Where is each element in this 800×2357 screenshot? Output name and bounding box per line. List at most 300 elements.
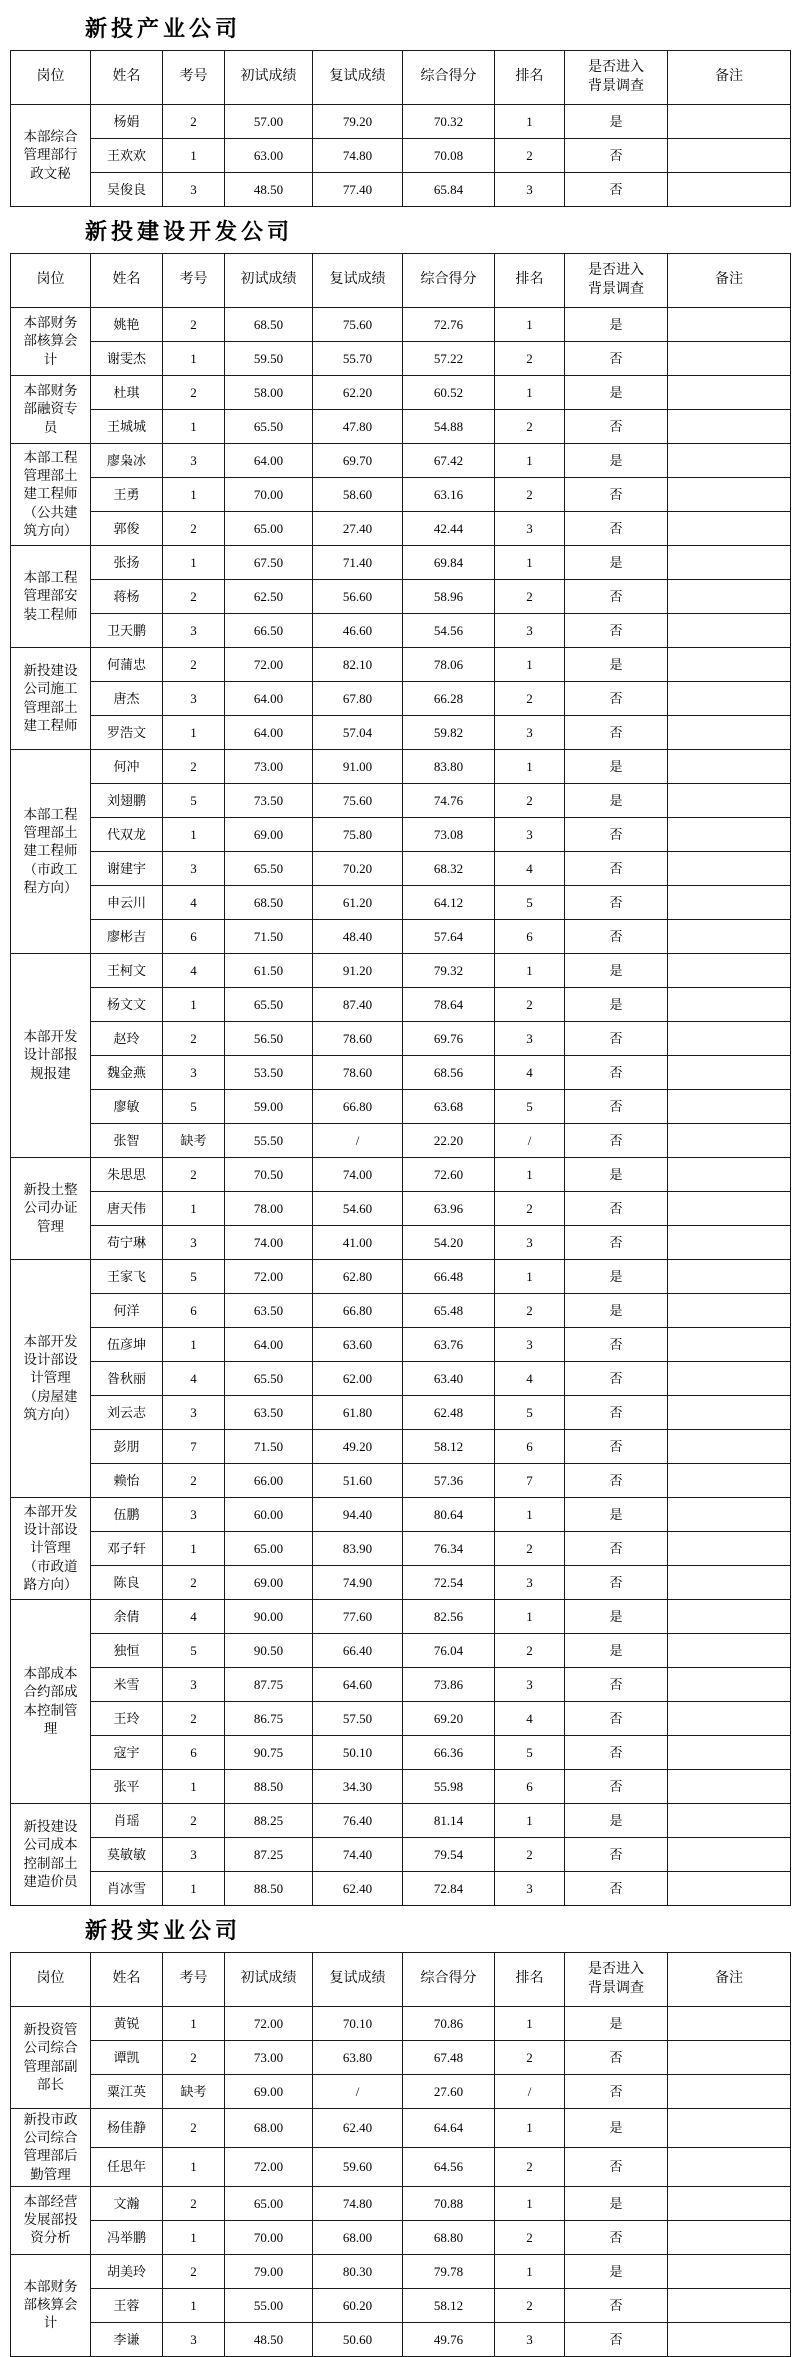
composite-score-cell: 70.08 bbox=[403, 139, 495, 173]
composite-score-cell: 76.04 bbox=[403, 1634, 495, 1668]
background-check-cell: 是 bbox=[565, 750, 668, 784]
rank-cell: 1 bbox=[495, 2254, 565, 2288]
candidate-row bbox=[11, 2220, 791, 2254]
remark-cell bbox=[668, 2288, 791, 2322]
candidate-row bbox=[11, 1226, 791, 1260]
exam-number-cell: 2 bbox=[163, 1804, 225, 1838]
column-header: 复试成绩 bbox=[313, 254, 403, 308]
initial-score-cell: 67.50 bbox=[225, 546, 313, 580]
rank-cell: 2 bbox=[495, 988, 565, 1022]
composite-score-cell: 63.16 bbox=[403, 478, 495, 512]
rank-cell: 2 bbox=[495, 139, 565, 173]
initial-score-cell: 64.00 bbox=[225, 1328, 313, 1362]
candidate-row bbox=[11, 342, 791, 376]
name-cell: 杨佳静 bbox=[91, 2109, 163, 2148]
composite-score-cell: 58.12 bbox=[403, 2288, 495, 2322]
exam-number-cell: 3 bbox=[163, 1498, 225, 1532]
retest-score-cell: 55.70 bbox=[313, 342, 403, 376]
exam-number-cell: 5 bbox=[163, 784, 225, 818]
initial-score-cell: 73.50 bbox=[225, 784, 313, 818]
remark-cell bbox=[668, 1600, 791, 1634]
remark-cell bbox=[668, 614, 791, 648]
composite-score-cell: 82.56 bbox=[403, 1600, 495, 1634]
remark-cell bbox=[668, 173, 791, 207]
section-title-industry: 新投产业公司 bbox=[85, 16, 242, 41]
rank-cell: 1 bbox=[495, 750, 565, 784]
name-cell: 谭凯 bbox=[91, 2041, 163, 2075]
exam-number-cell: 1 bbox=[163, 1532, 225, 1566]
exam-number-cell: 2 bbox=[163, 1566, 225, 1600]
candidate-row bbox=[11, 1872, 791, 1906]
exam-number-cell: 1 bbox=[163, 546, 225, 580]
remark-cell bbox=[668, 886, 791, 920]
candidate-row bbox=[11, 376, 791, 410]
remark-cell bbox=[668, 1430, 791, 1464]
name-cell: 莫敏敏 bbox=[91, 1838, 163, 1872]
retest-score-cell: / bbox=[313, 2075, 403, 2109]
composite-score-cell: 54.88 bbox=[403, 410, 495, 444]
rank-cell: 4 bbox=[495, 852, 565, 886]
composite-score-cell: 27.60 bbox=[403, 2075, 495, 2109]
initial-score-cell: 59.00 bbox=[225, 1090, 313, 1124]
column-header: 初试成绩 bbox=[225, 51, 313, 105]
composite-score-cell: 72.76 bbox=[403, 308, 495, 342]
name-cell: 朱思思 bbox=[91, 1158, 163, 1192]
candidate-row bbox=[11, 1124, 791, 1158]
exam-number-cell: 4 bbox=[163, 886, 225, 920]
composite-score-cell: 63.76 bbox=[403, 1328, 495, 1362]
column-header: 排名 bbox=[495, 51, 565, 105]
retest-score-cell: 51.60 bbox=[313, 1464, 403, 1498]
exam-number-cell: 7 bbox=[163, 1430, 225, 1464]
exam-number-cell: 2 bbox=[163, 512, 225, 546]
position-cell: 新投市政公司综合管理部后勤管理 bbox=[11, 2109, 91, 2187]
exam-number-cell: 2 bbox=[163, 750, 225, 784]
background-check-cell: 否 bbox=[565, 1056, 668, 1090]
candidate-row bbox=[11, 1362, 791, 1396]
composite-score-cell: 66.36 bbox=[403, 1736, 495, 1770]
composite-score-cell: 72.84 bbox=[403, 1872, 495, 1906]
header-row bbox=[11, 254, 791, 308]
background-check-cell: 否 bbox=[565, 1872, 668, 1906]
composite-score-cell: 63.96 bbox=[403, 1192, 495, 1226]
rank-cell: 5 bbox=[495, 1396, 565, 1430]
position-cell: 本部工程管理部土建工程师（市政工程方向） bbox=[11, 750, 91, 954]
exam-number-cell: 4 bbox=[163, 954, 225, 988]
background-check-cell: 是 bbox=[565, 1294, 668, 1328]
candidate-row bbox=[11, 173, 791, 207]
remark-cell bbox=[668, 1566, 791, 1600]
remark-cell bbox=[668, 2147, 791, 2186]
background-check-cell: 否 bbox=[565, 1022, 668, 1056]
background-check-cell: 是 bbox=[565, 1804, 668, 1838]
remark-cell bbox=[668, 2186, 791, 2220]
rank-cell: 2 bbox=[495, 682, 565, 716]
remark-cell bbox=[668, 1192, 791, 1226]
column-header: 复试成绩 bbox=[313, 51, 403, 105]
background-check-cell: 是 bbox=[565, 1634, 668, 1668]
remark-cell bbox=[668, 2322, 791, 2356]
remark-cell bbox=[668, 580, 791, 614]
composite-score-cell: 69.84 bbox=[403, 546, 495, 580]
column-header: 初试成绩 bbox=[225, 254, 313, 308]
retest-score-cell: 78.60 bbox=[313, 1022, 403, 1056]
background-check-cell: 否 bbox=[565, 1226, 668, 1260]
retest-score-cell: 41.00 bbox=[313, 1226, 403, 1260]
rank-cell: 2 bbox=[495, 410, 565, 444]
initial-score-cell: 78.00 bbox=[225, 1192, 313, 1226]
name-cell: 何洋 bbox=[91, 1294, 163, 1328]
initial-score-cell: 73.00 bbox=[225, 2041, 313, 2075]
remark-cell bbox=[668, 716, 791, 750]
background-check-cell: 否 bbox=[565, 1770, 668, 1804]
remark-cell bbox=[668, 1872, 791, 1906]
candidate-row bbox=[11, 410, 791, 444]
name-cell: 王家飞 bbox=[91, 1260, 163, 1294]
composite-score-cell: 58.12 bbox=[403, 1430, 495, 1464]
background-check-cell: 否 bbox=[565, 1838, 668, 1872]
composite-score-cell: 72.54 bbox=[403, 1566, 495, 1600]
remark-cell bbox=[668, 1804, 791, 1838]
remark-cell bbox=[668, 1532, 791, 1566]
initial-score-cell: 73.00 bbox=[225, 750, 313, 784]
remark-cell bbox=[668, 1328, 791, 1362]
position-cell: 新投建设公司成本控制部土建造价员 bbox=[11, 1804, 91, 1906]
position-cell: 本部工程管理部安装工程师 bbox=[11, 546, 91, 648]
composite-score-cell: 70.86 bbox=[403, 2007, 495, 2041]
name-cell: 赖怡 bbox=[91, 1464, 163, 1498]
rank-cell: 3 bbox=[495, 818, 565, 852]
background-check-cell: 是 bbox=[565, 954, 668, 988]
exam-number-cell: 3 bbox=[163, 1226, 225, 1260]
remark-cell bbox=[668, 1124, 791, 1158]
candidate-row bbox=[11, 818, 791, 852]
retest-score-cell: 75.60 bbox=[313, 784, 403, 818]
initial-score-cell: 65.00 bbox=[225, 512, 313, 546]
remark-cell bbox=[668, 1634, 791, 1668]
background-check-cell: 是 bbox=[565, 2007, 668, 2041]
column-header: 考号 bbox=[163, 1953, 225, 2007]
name-cell: 伍鹏 bbox=[91, 1498, 163, 1532]
score-table-shiye bbox=[10, 1952, 791, 2357]
name-cell: 谢雯杰 bbox=[91, 342, 163, 376]
candidate-row bbox=[11, 886, 791, 920]
rank-cell: 5 bbox=[495, 1736, 565, 1770]
candidate-row bbox=[11, 1158, 791, 1192]
position-cell: 本部开发设计部设计管理（市政道路方向） bbox=[11, 1498, 91, 1600]
exam-number-cell: 1 bbox=[163, 478, 225, 512]
remark-cell bbox=[668, 2109, 791, 2148]
initial-score-cell: 57.00 bbox=[225, 105, 313, 139]
name-cell: 伍彦坤 bbox=[91, 1328, 163, 1362]
rank-cell: 5 bbox=[495, 886, 565, 920]
composite-score-cell: 67.48 bbox=[403, 2041, 495, 2075]
rank-cell: 1 bbox=[495, 1158, 565, 1192]
initial-score-cell: 61.50 bbox=[225, 954, 313, 988]
remark-cell bbox=[668, 376, 791, 410]
name-cell: 王玲 bbox=[91, 1702, 163, 1736]
retest-score-cell: 62.80 bbox=[313, 1260, 403, 1294]
candidate-row bbox=[11, 2254, 791, 2288]
retest-score-cell: 34.30 bbox=[313, 1770, 403, 1804]
section-title-shiye: 新投实业公司 bbox=[85, 1918, 242, 1943]
rank-cell: 1 bbox=[495, 444, 565, 478]
background-check-cell: 否 bbox=[565, 580, 668, 614]
candidate-row bbox=[11, 1260, 791, 1294]
composite-score-cell: 80.64 bbox=[403, 1498, 495, 1532]
retest-score-cell: 62.00 bbox=[313, 1362, 403, 1396]
initial-score-cell: 88.50 bbox=[225, 1770, 313, 1804]
name-cell: 冯举鹏 bbox=[91, 2220, 163, 2254]
rank-cell: 2 bbox=[495, 2041, 565, 2075]
name-cell: 吴俊良 bbox=[91, 173, 163, 207]
retest-score-cell: 59.60 bbox=[313, 2147, 403, 2186]
background-check-cell: 否 bbox=[565, 1464, 668, 1498]
background-check-cell: 是 bbox=[565, 308, 668, 342]
initial-score-cell: 90.75 bbox=[225, 1736, 313, 1770]
name-cell: 文瀚 bbox=[91, 2186, 163, 2220]
composite-score-cell: 64.64 bbox=[403, 2109, 495, 2148]
exam-number-cell: 6 bbox=[163, 1294, 225, 1328]
exam-number-cell: 1 bbox=[163, 139, 225, 173]
name-cell: 张智 bbox=[91, 1124, 163, 1158]
candidate-row bbox=[11, 614, 791, 648]
background-check-cell: 否 bbox=[565, 1124, 668, 1158]
background-check-cell: 是 bbox=[565, 546, 668, 580]
background-check-cell: 否 bbox=[565, 614, 668, 648]
remark-cell bbox=[668, 682, 791, 716]
remark-cell bbox=[668, 139, 791, 173]
name-cell: 蒋杨 bbox=[91, 580, 163, 614]
rank-cell: 2 bbox=[495, 2288, 565, 2322]
initial-score-cell: 70.00 bbox=[225, 2220, 313, 2254]
composite-score-cell: 64.56 bbox=[403, 2147, 495, 2186]
position-cell: 本部开发设计部报规报建 bbox=[11, 954, 91, 1158]
initial-score-cell: 70.50 bbox=[225, 1158, 313, 1192]
composite-score-cell: 69.76 bbox=[403, 1022, 495, 1056]
position-cell: 本部财务部核算会计 bbox=[11, 2254, 91, 2356]
retest-score-cell: 63.60 bbox=[313, 1328, 403, 1362]
background-check-cell: 否 bbox=[565, 139, 668, 173]
name-cell: 廖彬吉 bbox=[91, 920, 163, 954]
exam-number-cell: 3 bbox=[163, 173, 225, 207]
retest-score-cell: 83.90 bbox=[313, 1532, 403, 1566]
candidate-row bbox=[11, 2186, 791, 2220]
retest-score-cell: 74.00 bbox=[313, 1158, 403, 1192]
background-check-cell: 否 bbox=[565, 682, 668, 716]
name-cell: 廖敏 bbox=[91, 1090, 163, 1124]
composite-score-cell: 42.44 bbox=[403, 512, 495, 546]
composite-score-cell: 49.76 bbox=[403, 2322, 495, 2356]
candidate-row bbox=[11, 1532, 791, 1566]
remark-cell bbox=[668, 546, 791, 580]
exam-number-cell: 6 bbox=[163, 920, 225, 954]
rank-cell: 3 bbox=[495, 512, 565, 546]
background-check-cell: 否 bbox=[565, 2147, 668, 2186]
initial-score-cell: 69.00 bbox=[225, 818, 313, 852]
retest-score-cell: 62.20 bbox=[313, 376, 403, 410]
initial-score-cell: 90.50 bbox=[225, 1634, 313, 1668]
name-cell: 王蓉 bbox=[91, 2288, 163, 2322]
name-cell: 邓子轩 bbox=[91, 1532, 163, 1566]
column-header: 是否进入背景调查 bbox=[565, 51, 668, 105]
background-check-cell: 是 bbox=[565, 2186, 668, 2220]
composite-score-cell: 63.68 bbox=[403, 1090, 495, 1124]
rank-cell: 2 bbox=[495, 342, 565, 376]
exam-number-cell: 1 bbox=[163, 410, 225, 444]
position-cell: 本部经营发展部投资分析 bbox=[11, 2186, 91, 2254]
background-check-cell: 否 bbox=[565, 2288, 668, 2322]
score-table-construction bbox=[10, 253, 791, 1906]
retest-score-cell: 75.60 bbox=[313, 308, 403, 342]
composite-score-cell: 67.42 bbox=[403, 444, 495, 478]
retest-score-cell: 57.50 bbox=[313, 1702, 403, 1736]
remark-cell bbox=[668, 1770, 791, 1804]
candidate-row bbox=[11, 750, 791, 784]
exam-number-cell: 2 bbox=[163, 1464, 225, 1498]
retest-score-cell: 60.20 bbox=[313, 2288, 403, 2322]
column-header: 姓名 bbox=[91, 51, 163, 105]
candidate-row bbox=[11, 2041, 791, 2075]
background-check-cell: 否 bbox=[565, 716, 668, 750]
position-cell: 本部工程管理部土建工程师（公共建筑方向） bbox=[11, 444, 91, 546]
candidate-row bbox=[11, 546, 791, 580]
exam-number-cell: 1 bbox=[163, 1192, 225, 1226]
background-check-cell: 否 bbox=[565, 1532, 668, 1566]
composite-score-cell: 62.48 bbox=[403, 1396, 495, 1430]
name-cell: 卫天鹏 bbox=[91, 614, 163, 648]
exam-number-cell: 1 bbox=[163, 716, 225, 750]
remark-cell bbox=[668, 444, 791, 478]
retest-score-cell: 82.10 bbox=[313, 648, 403, 682]
initial-score-cell: 56.50 bbox=[225, 1022, 313, 1056]
exam-number-cell: 3 bbox=[163, 1838, 225, 1872]
rank-cell: 1 bbox=[495, 954, 565, 988]
exam-number-cell: 3 bbox=[163, 1396, 225, 1430]
background-check-cell: 是 bbox=[565, 784, 668, 818]
column-header: 综合得分 bbox=[403, 254, 495, 308]
background-check-cell: 是 bbox=[565, 376, 668, 410]
candidate-row bbox=[11, 1838, 791, 1872]
exam-number-cell: 1 bbox=[163, 1770, 225, 1804]
rank-cell: 3 bbox=[495, 1022, 565, 1056]
retest-score-cell: 50.60 bbox=[313, 2322, 403, 2356]
remark-cell bbox=[668, 1736, 791, 1770]
section-title-construction: 新投建设开发公司 bbox=[85, 219, 294, 244]
name-cell: 余倩 bbox=[91, 1600, 163, 1634]
candidate-row bbox=[11, 1770, 791, 1804]
column-header: 岗位 bbox=[11, 1953, 91, 2007]
name-cell: 肖冰雪 bbox=[91, 1872, 163, 1906]
retest-score-cell: 76.40 bbox=[313, 1804, 403, 1838]
candidate-row bbox=[11, 1498, 791, 1532]
retest-score-cell: 50.10 bbox=[313, 1736, 403, 1770]
initial-score-cell: 72.00 bbox=[225, 648, 313, 682]
exam-number-cell: 2 bbox=[163, 2254, 225, 2288]
composite-score-cell: 79.54 bbox=[403, 1838, 495, 1872]
initial-score-cell: 63.00 bbox=[225, 139, 313, 173]
background-check-cell: 是 bbox=[565, 648, 668, 682]
candidate-row bbox=[11, 1090, 791, 1124]
candidate-row bbox=[11, 1056, 791, 1090]
rank-cell: / bbox=[495, 1124, 565, 1158]
name-cell: 肖瑶 bbox=[91, 1804, 163, 1838]
composite-score-cell: 65.84 bbox=[403, 173, 495, 207]
position-cell: 本部成本合约部成本控制管理 bbox=[11, 1600, 91, 1804]
rank-cell: 4 bbox=[495, 1056, 565, 1090]
candidate-row bbox=[11, 1328, 791, 1362]
composite-score-cell: 57.22 bbox=[403, 342, 495, 376]
candidate-row bbox=[11, 2109, 791, 2148]
initial-score-cell: 72.00 bbox=[225, 2007, 313, 2041]
background-check-cell: 否 bbox=[565, 852, 668, 886]
name-cell: 唐天伟 bbox=[91, 1192, 163, 1226]
rank-cell: 1 bbox=[495, 1600, 565, 1634]
candidate-row bbox=[11, 444, 791, 478]
initial-score-cell: 64.00 bbox=[225, 444, 313, 478]
initial-score-cell: 87.25 bbox=[225, 1838, 313, 1872]
retest-score-cell: 46.60 bbox=[313, 614, 403, 648]
score-table-industry bbox=[10, 50, 791, 207]
name-cell: 任思年 bbox=[91, 2147, 163, 2186]
background-check-cell: 否 bbox=[565, 478, 668, 512]
background-check-cell: 否 bbox=[565, 2041, 668, 2075]
rank-cell: 2 bbox=[495, 1532, 565, 1566]
rank-cell: 1 bbox=[495, 648, 565, 682]
rank-cell: 3 bbox=[495, 614, 565, 648]
remark-cell bbox=[668, 1158, 791, 1192]
initial-score-cell: 69.00 bbox=[225, 2075, 313, 2109]
exam-number-cell: 2 bbox=[163, 648, 225, 682]
retest-score-cell: 74.80 bbox=[313, 139, 403, 173]
initial-score-cell: 55.50 bbox=[225, 1124, 313, 1158]
retest-score-cell: 54.60 bbox=[313, 1192, 403, 1226]
exam-number-cell: 1 bbox=[163, 2007, 225, 2041]
exam-number-cell: 1 bbox=[163, 1328, 225, 1362]
candidate-row bbox=[11, 1566, 791, 1600]
composite-score-cell: 22.20 bbox=[403, 1124, 495, 1158]
header-row bbox=[11, 51, 791, 105]
retest-score-cell: 74.80 bbox=[313, 2186, 403, 2220]
exam-number-cell: 缺考 bbox=[163, 2075, 225, 2109]
candidate-row bbox=[11, 139, 791, 173]
position-cell: 本部开发设计部设计管理（房屋建筑方向） bbox=[11, 1260, 91, 1498]
column-header: 备注 bbox=[668, 51, 791, 105]
background-check-cell: 是 bbox=[565, 2109, 668, 2148]
position-cell: 本部财务部核算会计 bbox=[11, 308, 91, 376]
retest-score-cell: 56.60 bbox=[313, 580, 403, 614]
candidate-row bbox=[11, 1192, 791, 1226]
name-cell: 王柯文 bbox=[91, 954, 163, 988]
rank-cell: 1 bbox=[495, 105, 565, 139]
background-check-cell: 是 bbox=[565, 105, 668, 139]
rank-cell: 6 bbox=[495, 1770, 565, 1804]
rank-cell: 1 bbox=[495, 1260, 565, 1294]
remark-cell bbox=[668, 1022, 791, 1056]
name-cell: 申云川 bbox=[91, 886, 163, 920]
exam-number-cell: 3 bbox=[163, 1668, 225, 1702]
column-header: 姓名 bbox=[91, 1953, 163, 2007]
column-header: 备注 bbox=[668, 254, 791, 308]
name-cell: 杜琪 bbox=[91, 376, 163, 410]
candidate-row bbox=[11, 105, 791, 139]
initial-score-cell: 88.50 bbox=[225, 1872, 313, 1906]
name-cell: 罗浩文 bbox=[91, 716, 163, 750]
initial-score-cell: 72.00 bbox=[225, 2147, 313, 2186]
candidate-row bbox=[11, 954, 791, 988]
remark-cell bbox=[668, 920, 791, 954]
composite-score-cell: 66.48 bbox=[403, 1260, 495, 1294]
